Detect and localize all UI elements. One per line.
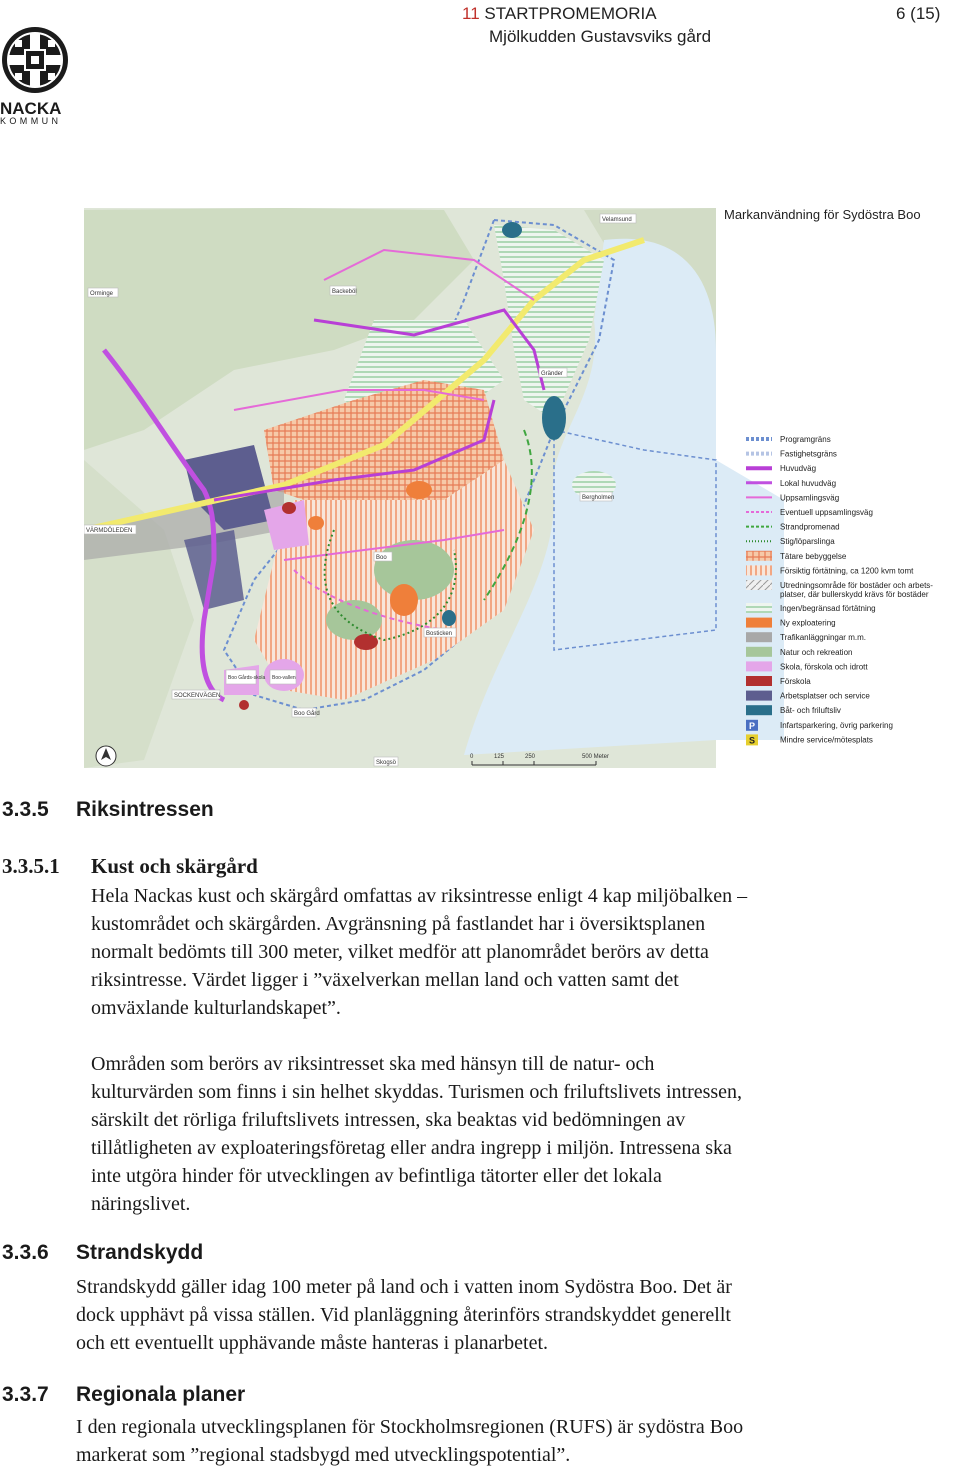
land-use-map	[84, 200, 960, 770]
doc-number: 11	[462, 4, 480, 23]
label-boo-gard: Boo Gård	[294, 711, 320, 717]
doc-type: STARTPROMEMORIA	[484, 4, 657, 23]
legend-label: Skola, förskola och idrott	[780, 662, 868, 672]
svg-text:NACKA: NACKA	[0, 99, 62, 118]
legend-item	[746, 661, 868, 671]
text-line: inte utgöra hinder för utvecklingen av befintliga tätorter eller det lokala	[91, 1165, 662, 1187]
heading-title: Kust och skärgård	[91, 854, 258, 878]
text-line: tillåtligheten av exploateringsföretag eller andra ingrepp i miljön. Intressena ska	[91, 1137, 732, 1159]
heading-number: 3.3.5.1	[2, 854, 60, 878]
heading-3-3-5	[2, 798, 214, 822]
label-grander: Gränder	[541, 371, 564, 377]
legend-swatch	[746, 647, 772, 657]
legend-swatch	[746, 580, 772, 590]
heading-title: Riksintressen	[76, 798, 214, 821]
legend-label: Huvudväg	[780, 464, 817, 474]
legend-swatch	[746, 618, 772, 628]
text-line: omväxlande kulturlandskapet”.	[91, 997, 341, 1019]
legend-label: Uppsamlingsväg	[780, 493, 840, 503]
paragraph-kust-2	[91, 1050, 951, 1218]
label-backebol: Backeböl	[332, 289, 357, 295]
legend-label: Förskola	[780, 677, 811, 686]
heading-3-3-5-1	[2, 854, 258, 879]
legend-item	[746, 618, 836, 628]
paragraph-kust-1	[91, 882, 951, 1022]
legend-swatch	[746, 676, 772, 686]
legend-swatch	[746, 661, 772, 671]
service-icon: S	[749, 735, 756, 746]
label-orminge: Orminge	[90, 291, 114, 297]
legend-label: Programgräns	[780, 435, 831, 444]
legend-label: Ny exploatering	[780, 618, 836, 628]
parking-icon: P	[749, 720, 756, 731]
label-boo: Boo	[376, 555, 387, 561]
heading-3-3-7	[2, 1383, 246, 1407]
label-boo-gards-skola: Boo Gårds-skola	[228, 675, 266, 681]
legend-label: Båt- och friluftsliv	[780, 706, 841, 716]
heading-number: 3.3.7	[2, 1383, 49, 1406]
text-line: normalt bedömts till 300 meter, vilket medför att planområdet berörs av detta	[91, 941, 709, 963]
legend-swatch	[746, 632, 772, 642]
label-skogso: Skogsö	[376, 760, 397, 766]
legend-item	[746, 603, 876, 613]
legend-item	[746, 565, 914, 575]
label-varmdoleden: VÄRMDÖLEDEN	[86, 528, 133, 534]
text-line: Strandskydd gäller idag 100 meter på land och i vatten inom Sydöstra Boo. Det är	[76, 1276, 732, 1298]
text-line: dock upphävt på vissa ställen. Vid planläggning återinförs strandskyddet generellt	[76, 1304, 731, 1326]
legend-label: Trafikanläggningar m.m.	[780, 633, 866, 643]
paragraph-regionala-planer	[76, 1413, 956, 1469]
legend-swatch	[746, 551, 772, 561]
legend-label: Utredningsområde för bostäder och arbets-platser, där bullerskydd krävs för bostäder	[780, 581, 933, 599]
text-line: näringslivet.	[91, 1193, 191, 1215]
label-velamsund: Velamsund	[602, 217, 632, 223]
legend-swatch	[746, 565, 772, 575]
legend-label: Stig/löparslinga	[780, 537, 835, 547]
legend-label: Lokal huvudväg	[780, 478, 837, 488]
page-number: 6 (15)	[896, 4, 941, 23]
legend-item	[746, 691, 870, 701]
map-figure	[84, 200, 960, 770]
paragraph-strandskydd	[76, 1273, 956, 1357]
legend-item	[746, 551, 847, 561]
legend-label: Strandpromenad	[780, 522, 840, 532]
legend-swatch	[746, 705, 772, 715]
legend-swatch	[746, 691, 772, 701]
legend-label: Eventuell uppsamlingsväg	[780, 508, 873, 517]
legend-label: Mindre service/mötesplats	[780, 735, 873, 745]
text-line: Hela Nackas kust och skärgård omfattas av riksintresse enligt 4 kap miljöbalken –	[91, 885, 748, 907]
label-bergholmen: Bergholmen	[582, 495, 615, 501]
heading-number: 3.3.6	[2, 1241, 49, 1264]
heading-number: 3.3.5	[2, 798, 49, 821]
text-line: särskilt det rörliga friluftslivets intressen, ska beaktas vid bedömningen av	[91, 1109, 686, 1131]
text-line: och ett eventuellt upphävande måste hanteras i planarbetet.	[76, 1332, 549, 1354]
scale-tick-500: 500 Meter	[582, 754, 610, 760]
legend-label: Försiktig förtätning, ca 1200 kvm tomt	[780, 566, 914, 576]
heading-title: Regionala planer	[76, 1383, 246, 1406]
header-doc-title	[462, 4, 657, 24]
map-title: Markanvändning för Sydöstra Boo	[724, 207, 921, 222]
text-line: Områden som berörs av riksintresset ska med hänsyn till de natur- och	[91, 1053, 655, 1075]
label-sockenvagen: SOCKENVÄGEN	[174, 693, 221, 699]
legend-label: Fastighetsgräns	[780, 449, 837, 459]
legend-swatch	[746, 603, 772, 613]
legend-item	[746, 647, 852, 657]
legend-item	[746, 705, 841, 715]
heading-3-3-6	[2, 1241, 204, 1265]
label-bosticken: Bosticken	[426, 631, 453, 637]
scale-tick-0: 0	[470, 754, 474, 760]
text-line: kustområdet och skärgården. Avgränsning på fastlandet har i översiktsplanen	[91, 913, 706, 935]
scale-tick-125: 125	[494, 754, 505, 760]
text-line: riksintresse. Värdet ligger i ”växelverkan mellan land och vatten samt det	[91, 969, 679, 991]
svg-text:KOMMUN: KOMMUN	[0, 116, 62, 125]
scale-tick-250: 250	[525, 754, 536, 760]
legend-label: Ingen/begränsad förtätning	[780, 604, 876, 613]
text-line: I den regionala utvecklingsplanen för Stockholmsregionen (RUFS) är sydöstra Boo	[76, 1416, 744, 1438]
label-boo-vallen: Boo-vallen	[272, 675, 296, 681]
legend-label: Infartsparkering, övrig parkering	[780, 720, 893, 730]
project-name: Mjölkudden Gustavsviks gård	[489, 27, 712, 46]
nacka-logo	[0, 25, 76, 125]
legend-label: Natur och rekreation	[780, 647, 853, 657]
heading-title: Strandskydd	[76, 1241, 204, 1264]
legend-label: Arbetsplatser och service	[780, 691, 870, 701]
nacka-seal-icon	[0, 25, 76, 125]
text-line: kulturvärden som finns i sin helhet skyddas. Turismen och friluftslivets intressen,	[91, 1081, 743, 1103]
legend-label: Tätare bebyggelse	[780, 551, 847, 561]
legend-item	[746, 632, 866, 642]
text-line: markerat som ”regional stadsbygd med utvecklingspotential”.	[76, 1444, 571, 1466]
